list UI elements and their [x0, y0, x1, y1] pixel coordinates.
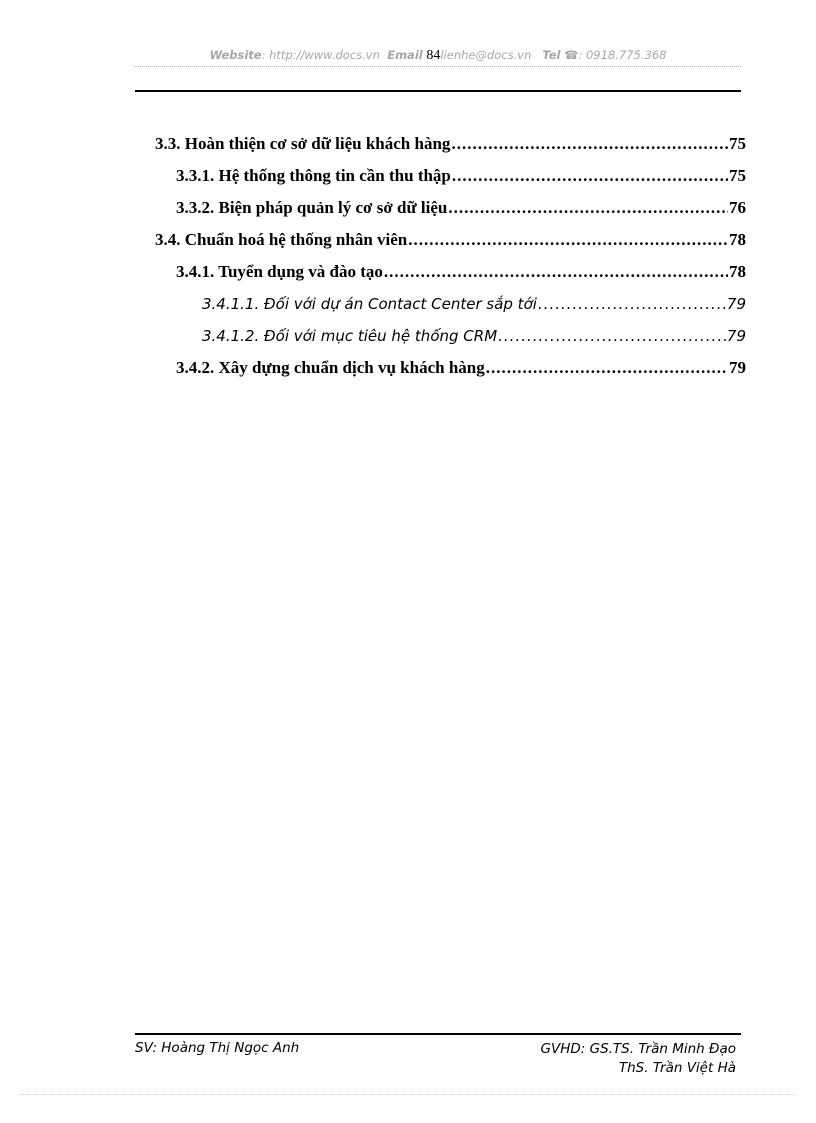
toc-leader-dots	[408, 228, 728, 252]
header-divider	[135, 90, 741, 92]
toc-leader-dots	[538, 292, 726, 316]
toc-entry[interactable]	[135, 292, 746, 324]
toc-entry[interactable]	[135, 196, 746, 228]
toc-entry-page: 79	[726, 327, 746, 345]
footer-divider	[135, 1033, 741, 1035]
table-of-contents	[135, 132, 746, 388]
toc-entry-page: 75	[729, 166, 746, 185]
toc-entry-title: 3.3.2. Biện pháp quản lý cơ sở dữ liệu	[176, 198, 448, 217]
toc-entry-page: 75	[729, 134, 746, 153]
toc-entry[interactable]	[135, 356, 746, 388]
toc-entry-title: 3.3. Hoàn thiện cơ sở dữ liệu khách hàng	[155, 134, 451, 153]
page-header	[135, 48, 741, 64]
toc-entry[interactable]	[135, 324, 746, 356]
toc-entry-page: 76	[729, 198, 746, 217]
toc-entry-title: 3.4.1. Tuyển dụng và đào tạo	[176, 262, 383, 281]
footer-student: SV: Hoàng Thị Ngọc Anh	[135, 1040, 300, 1056]
toc-entry-title: 3.4.1.2. Đối với mục tiêu hệ thống CRM	[202, 327, 498, 345]
toc-leader-dots	[384, 260, 728, 284]
toc-entry[interactable]	[135, 260, 746, 292]
toc-leader-dots	[451, 132, 728, 156]
tel-label: Tel	[542, 48, 561, 62]
phone-icon: ☎	[564, 48, 579, 62]
email-value[interactable]: lienhe@docs.vn	[440, 48, 532, 62]
toc-entry-title: 3.4.1.1. Đối với dự án Contact Center sắp tới	[202, 295, 537, 313]
page-bottom-dotted-border	[20, 1094, 796, 1095]
toc-entry-page: 78	[729, 230, 746, 249]
toc-entry-title: 3.4. Chuẩn hoá hệ thống nhân viên	[155, 230, 408, 249]
website-label: Website	[209, 48, 262, 62]
toc-entry-page: 79	[729, 358, 746, 377]
toc-leader-dots	[448, 196, 728, 220]
tel-value: : 0918.775.368	[578, 48, 667, 62]
page-number: 84	[426, 48, 441, 63]
toc-entry[interactable]	[135, 132, 746, 164]
website-value[interactable]: : http://www.docs.vn	[261, 48, 380, 62]
toc-leader-dots	[498, 324, 726, 348]
footer-advisor-1: GVHD: GS.TS. Trần Minh Đạo	[540, 1041, 736, 1057]
toc-entry[interactable]	[135, 228, 746, 260]
toc-leader-dots	[452, 164, 728, 188]
email-label: Email	[387, 48, 423, 62]
toc-entry[interactable]	[135, 164, 746, 196]
toc-entry-title: 3.3.1. Hệ thống thông tin cần thu thập	[176, 166, 451, 185]
toc-entry-page: 79	[726, 295, 746, 313]
toc-leader-dots	[486, 356, 728, 380]
toc-entry-page: 78	[729, 262, 746, 281]
footer-advisors	[541, 1040, 736, 1078]
footer-advisor-2: ThS. Trần Việt Hà	[618, 1060, 736, 1076]
header-dotted-divider	[135, 66, 741, 67]
toc-entry-title: 3.4.2. Xây dựng chuẩn dịch vụ khách hàng	[176, 358, 485, 377]
